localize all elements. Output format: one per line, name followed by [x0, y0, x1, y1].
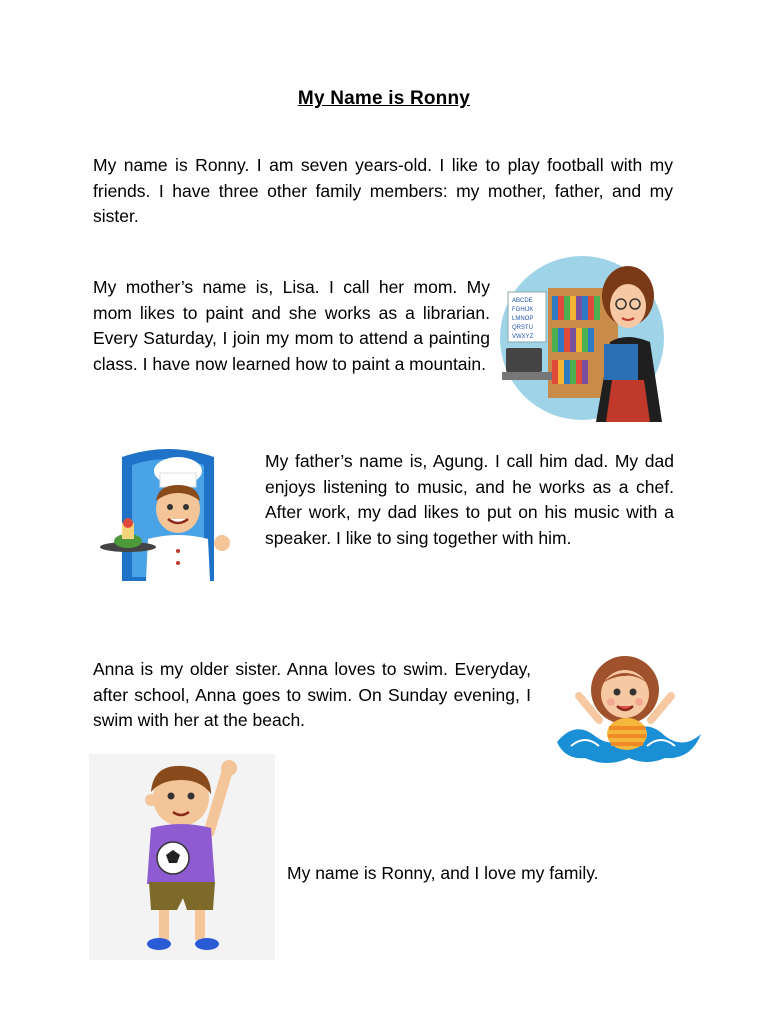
chart-row-2: FGHIJK [512, 307, 534, 313]
librarian-mother-illustration [500, 248, 678, 422]
paragraph-intro: My name is Ronny. I am seven years-old. I like to play football with my friends. I have three other family members: my mother, father, and my sister. [93, 155, 673, 227]
chart-row-4: QRSTU [512, 325, 533, 331]
paragraph-closing: My name is Ronny, and I love my family. [287, 863, 599, 883]
chart-row-5: VWXYZ [512, 334, 534, 340]
swimming-sister-illustration [555, 650, 703, 768]
page-title: My Name is Ronny [297, 88, 471, 109]
paragraph-sister: Anna is my older sister. Anna loves to swim. Everyday, after school, Anna goes to swim. On Sunday evening, I swim with her at the beach. [93, 659, 531, 731]
chef-father-illustration [98, 447, 236, 587]
chart-row-1: ABCDE [512, 298, 533, 304]
chart-row-3: LMNOP [512, 316, 534, 322]
paragraph-father: My father’s name is, Agung. I call him dad. My dad enjoys listening to music, and he works as a chef. After work, my dad likes to put on his music with a speaker. I like to sing together with him. [265, 451, 674, 549]
ronny-boy-illustration [89, 754, 275, 960]
paragraph-mother: My mother’s name is, Lisa. I call her mom. My mom likes to paint and she works as a librarian. Every Saturday, I join my mom to attend a painting class. I have now learned how to paint a mountain. [93, 277, 490, 375]
